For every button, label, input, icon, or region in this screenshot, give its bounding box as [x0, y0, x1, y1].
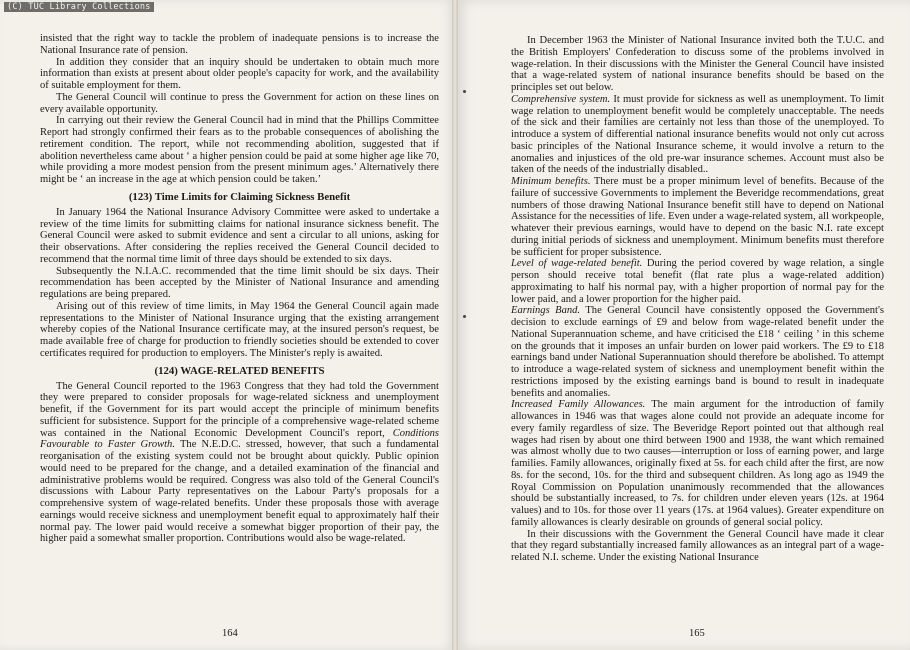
paragraph: Arising out of this review of time limits, in May 1964 the General Council again made representations to the Minister of National Insurance urging that the existing arrangement whereby copies of the National Insurance certificate may, at the insured person's request, be made available free of charge for production to friendly societies should be extended to cover certificates required for production to employers. The Minister's reply is awaited.: [40, 300, 439, 359]
section-family-allowances: [511, 399, 884, 528]
page-number: 164: [222, 628, 238, 639]
book-gutter: [452, 0, 458, 650]
report-title: Conditions Favourable to Faster Growth.: [40, 427, 439, 451]
paragraph: In carrying out their review the General Council had in mind that the Phillips Committee Report had strongly confirmed their fears as to the probable consequences of abolishing the retirement condition. The report, while not recommending abolition, suggested that if abolition nevertheless came about ‘ a higher pension could be paid at some higher age like 70, while providing a more modest pension from the present minimum ages.’ Alternatively there might be ‘ an increase in the age at which pension could be taken.’: [40, 115, 439, 185]
text-run: The N.E.D.C. stressed, however, that such a fundamental reorganisation of the existing system could not be brought about quickly. Public opinion would need to be prepared for the change, and a detailed examination of the financial and administrative problems would be required. Congress was also told of the General Council's discussions with Labour Party representatives on the Labour Party's proposals for a comprehensive system of wage-related benefits. Under these proposals those with average earnings would receive sickness and unemployment benefit equal to approximately half their normal pay. The lower paid would receive a somewhat bigger proportion of their pay, the higher paid a somewhat smaller proportion. Contributions would also be wage-related.: [40, 439, 440, 545]
paragraph: In their discussions with the Government the General Council have made it clear that they regard substantially increased family allowances as an integral part of a wage-related N.I. scheme. Under the existing National Insurance: [511, 528, 884, 563]
section-comprehensive: [511, 94, 884, 176]
section-minimum: [511, 176, 884, 258]
section-level: [511, 258, 884, 305]
section-term: Earnings Band.: [511, 305, 581, 317]
paragraph: In December 1963 the Minister of National Insurance invited both the T.U.C. and the British Employers' Confederation to discuss some of the problems involved in wage-relation. In their discussions with the Minister the General Council have insisted that a wage-related system of national insurance benefits should be based on the principles set out below.: [511, 35, 884, 93]
section-term: Comprehensive system.: [511, 93, 611, 105]
section-heading-124: (124) WAGE-RELATED BENEFITS: [154, 364, 325, 377]
punch-mark: [463, 315, 466, 318]
page-number: 165: [689, 628, 705, 639]
text-run: There must be a proper minimum level of benefits. Because of the failure of successive Governments to implement the Beveridge recommendations, great numbers of those drawing National Insurance benefit still have to depend on National Assistance for the necessities of life. Even under a wage-related system, all workpeople, whatever their previous earnings, would have to depend on the basic N.I. rate except during initial periods of sickness and unemployment. Minimum benefits must therefore be sufficient for proper subsistence.: [511, 176, 884, 258]
copyright-watermark: (C) TUC Library Collections: [4, 2, 154, 12]
paragraph: In January 1964 the National Insurance Advisory Committee were asked to undertake a review of the time limits for submitting claims for national insurance sickness benefit. The General Council were asked to submit evidence and sent a circular to all unions, asking for their observations. After considering the replies received the General Council decided to recommend that the normal time limit of three days should be extended to six days.: [40, 206, 439, 265]
paragraph: The General Council will continue to press the Government for action on these lines on every available opportunity.: [40, 91, 439, 115]
section-heading-123: (123) Time Limits for Claiming Sickness Benefit: [128, 190, 351, 203]
right-page: [455, 0, 910, 650]
section-term: Level of wage-related benefit.: [511, 258, 643, 270]
text-run: The General Council reported to the 1963 Congress that they had told the Government they were prepared to consider proposals for wage-related sickness and unemployment benefit, if the Government for its part would accept the principle of minimum benefits sufficient for subsistence. Support for the principle of a comprehensive wage-related scheme was contained in the National Economic Development Council's report,: [40, 380, 439, 439]
text-run: It must provide for sickness as well as unemployment. To limit wage relation to unemployment benefit would be completely unacceptable. The needs of the sick and their families are certainly not less than those of the unemployed. To introduce a system of differential national insurance benefits would not only cut across basic principles of the National Insurance scheme, it would involve a return to the anomalies and injustices of the old pre-war insurance schemes. Account must also be taken of the needs of the industrially disabled..: [511, 93, 885, 176]
section-term: Increased Family Allowances.: [511, 399, 646, 411]
text-run: The General Council have consistently opposed the Government's decision to exclude earnings of £9 and below from wage-related benefit under the National Superannuation scheme, and have criticised the £18 ‘ ceiling ’ in this scheme on the grounds that it imposes an unfair burden on lower paid workers. The £9 to £18 earnings band under National Superannuation should therefore be abolished. To attempt to introduce a wage-related system of sickness and unemployment benefit within the restrictions imposed by the existing earnings band is bound to result in inadequate benefits and anomalies.: [511, 305, 884, 399]
paragraph: insisted that the right way to tackle the problem of inadequate pensions is to increase the National Insurance rate of pension.: [40, 33, 439, 56]
section-term: Minimum benefits.: [511, 176, 591, 187]
paragraph: Subsequently the N.I.A.C. recommended that the time limit should be six days. Their recommendation has been accepted by the Minister of National Insurance and amending regulations are being prepared.: [40, 265, 439, 300]
text-run: The main argument for the introduction of family allowances in 1946 was that wages alone could not provide an adequate income for every family regardless of size. The Beveridge Report pointed out that although real wages had risen by about one third between 1900 and 1938, the want which remained was almost wholly due to two causes—interruption or loss of earning power, and large families. Family allowances, originally fixed at 5s. for each child after the first, are now 8s. for the second, 10s. for the third and subsequent children. As long ago as 1949 the Royal Commission on Population unanimously recommended that the allowances should be substantially increased, to 7s. for children under eleven years (12s. at 1964 values) and to 10s. for those over 11 years (17s. at 1964 values). Greater expenditure on family allowances is clearly desirable on grounds of general social policy.: [511, 399, 884, 528]
paragraph: [40, 381, 439, 546]
section-earnings-band: [511, 305, 884, 399]
paragraph: In addition they consider that an inquiry should be undertaken to obtain much more information than exists at present about older people's capacity for work, and the availability of suitable employment for them.: [40, 56, 439, 91]
text-run: During the period covered by wage relation, a single person should receive total benefit (flat rate plus a wage-related addition) approximating to half his normal pay, with a higher proportion of normal pay for the lower paid, and a lower proportion for the higher paid.: [511, 258, 884, 305]
punch-mark: [463, 90, 466, 93]
